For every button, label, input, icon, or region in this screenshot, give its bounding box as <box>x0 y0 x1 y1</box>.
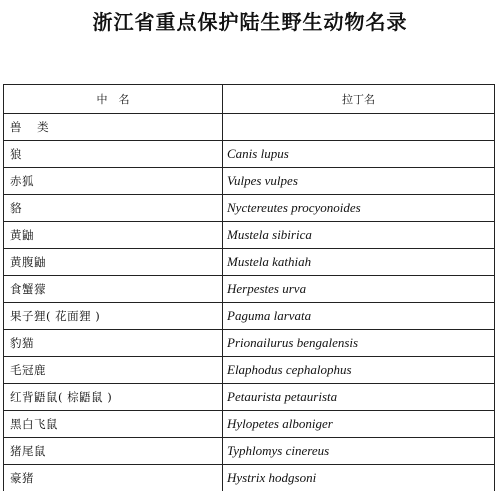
latin-name-cell: Typhlomys cinereus <box>223 438 495 465</box>
table-row <box>4 141 495 168</box>
category-label: 兽 类 <box>4 114 223 141</box>
latin-name-cell: Mustela sibirica <box>223 222 495 249</box>
table-row <box>4 249 495 276</box>
chinese-name-cell: 黑白飞鼠 <box>4 411 223 438</box>
table-row <box>4 195 495 222</box>
latin-name-cell: Nyctereutes procyonoides <box>223 195 495 222</box>
category-row <box>4 114 495 141</box>
latin-name-cell <box>223 114 495 141</box>
latin-name-cell: Paguma larvata <box>223 303 495 330</box>
table-row <box>4 168 495 195</box>
table-row <box>4 384 495 411</box>
table-row <box>4 411 495 438</box>
latin-name-cell: Hylopetes alboniger <box>223 411 495 438</box>
latin-name-cell: Petaurista petaurista <box>223 384 495 411</box>
table-body <box>4 114 495 492</box>
chinese-name-cell: 豪猪 <box>4 465 223 492</box>
species-table-container <box>3 84 494 491</box>
latin-name-cell: Canis lupus <box>223 141 495 168</box>
chinese-name-cell: 食蟹獴 <box>4 276 223 303</box>
chinese-name-cell: 黄鼬 <box>4 222 223 249</box>
chinese-name-cell: 猪尾鼠 <box>4 438 223 465</box>
chinese-name-cell: 红背鼯鼠( 棕鼯鼠 ) <box>4 384 223 411</box>
table-row <box>4 303 495 330</box>
page-title: 浙江省重点保护陆生野生动物名录 <box>92 10 408 34</box>
latin-name-cell: Hystrix hodgsoni <box>223 465 495 492</box>
chinese-name-cell: 狼 <box>4 141 223 168</box>
table-row <box>4 222 495 249</box>
chinese-name-cell: 貉 <box>4 195 223 222</box>
header-latin-name: 拉丁名 <box>223 85 495 114</box>
header-chinese-name: 中 名 <box>4 85 223 114</box>
table-row <box>4 465 495 492</box>
chinese-name-cell: 豹猫 <box>4 330 223 357</box>
latin-name-cell: Herpestes urva <box>223 276 495 303</box>
table-row <box>4 330 495 357</box>
header-row <box>4 85 495 114</box>
table-row <box>4 438 495 465</box>
species-table <box>3 84 495 491</box>
table-row <box>4 357 495 384</box>
chinese-name-cell: 果子狸( 花面狸 ) <box>4 303 223 330</box>
table-row <box>4 276 495 303</box>
latin-name-cell: Elaphodus cephalophus <box>223 357 495 384</box>
latin-name-cell: Prionailurus bengalensis <box>223 330 495 357</box>
latin-name-cell: Mustela kathiah <box>223 249 495 276</box>
chinese-name-cell: 毛冠鹿 <box>4 357 223 384</box>
chinese-name-cell: 赤狐 <box>4 168 223 195</box>
latin-name-cell: Vulpes vulpes <box>223 168 495 195</box>
chinese-name-cell: 黄腹鼬 <box>4 249 223 276</box>
table-header <box>4 85 495 114</box>
